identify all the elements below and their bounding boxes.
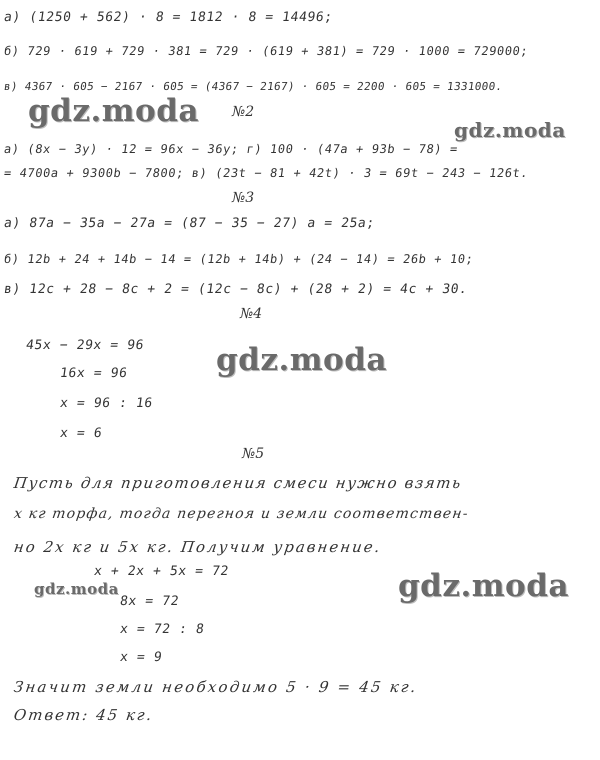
- task4-eq-1: 45x − 29x = 96: [24, 338, 146, 353]
- watermark-3: gdz.moda: [216, 342, 387, 378]
- task1-line-c: в) 4367 · 605 − 2167 · 605 = (4367 − 2167) · 605 = 2200 · 605 = 1331000.: [3, 80, 504, 93]
- task2-line-1: а) (8x − 3y) · 12 = 96x − 36y; г) 100 · (47a + 93b − 78) =: [3, 142, 459, 156]
- task5-answer: Ответ: 45 кг.: [12, 706, 155, 724]
- watermark-5: gdz.moda: [398, 568, 569, 604]
- task4-number: №4: [240, 306, 263, 322]
- task2-number: №2: [232, 104, 255, 120]
- task5-eq-3: x = 72 : 8: [118, 622, 206, 637]
- watermark-4: gdz.moda: [34, 580, 119, 598]
- task5-eq-1: x + 2x + 5x = 72: [92, 564, 230, 579]
- task1-line-a: а) (1250 + 562) · 8 = 1812 · 8 = 14496;: [2, 10, 334, 25]
- task3-line-c: в) 12c + 28 − 8c + 2 = (12c − 8c) + (28 + 2) = 4c + 30.: [2, 282, 469, 297]
- task4-eq-3: x = 96 : 16: [58, 396, 154, 411]
- task1-line-b: б) 729 · 619 + 729 · 381 = 729 · (619 + 381) = 729 · 1000 = 729000;: [3, 44, 530, 58]
- task5-text-4: Значит земли необходимо 5 · 9 = 45 кг.: [12, 678, 419, 696]
- task3-line-a: а) 87a − 35a − 27a = (87 − 35 − 27) a = 25a;: [2, 216, 376, 231]
- task4-eq-4: x = 6: [58, 426, 104, 441]
- task5-number: №5: [242, 446, 265, 462]
- task5-text-3: но 2x кг и 5x кг. Получим уравнение.: [12, 538, 383, 556]
- watermark-2: gdz.moda: [454, 118, 566, 142]
- task5-text-1: Пусть для приготовления смеси нужно взять: [12, 474, 464, 492]
- task5-eq-2: 8x = 72: [118, 594, 181, 609]
- task3-line-b: б) 12b + 24 + 14b − 14 = (12b + 14b) + (24 − 14) = 26b + 10;: [3, 252, 475, 266]
- task5-text-2: x кг торфа, тогда перегноя и земли соответствен-: [12, 506, 470, 522]
- task4-eq-2: 16x = 96: [58, 366, 129, 381]
- task3-number: №3: [232, 190, 255, 206]
- task5-eq-4: x = 9: [118, 650, 164, 665]
- watermark-1: gdz.moda: [28, 93, 199, 129]
- task2-line-2: = 4700a + 9300b − 7800; в) (23t − 81 + 42t) · 3 = 69t − 243 − 126t.: [3, 166, 530, 180]
